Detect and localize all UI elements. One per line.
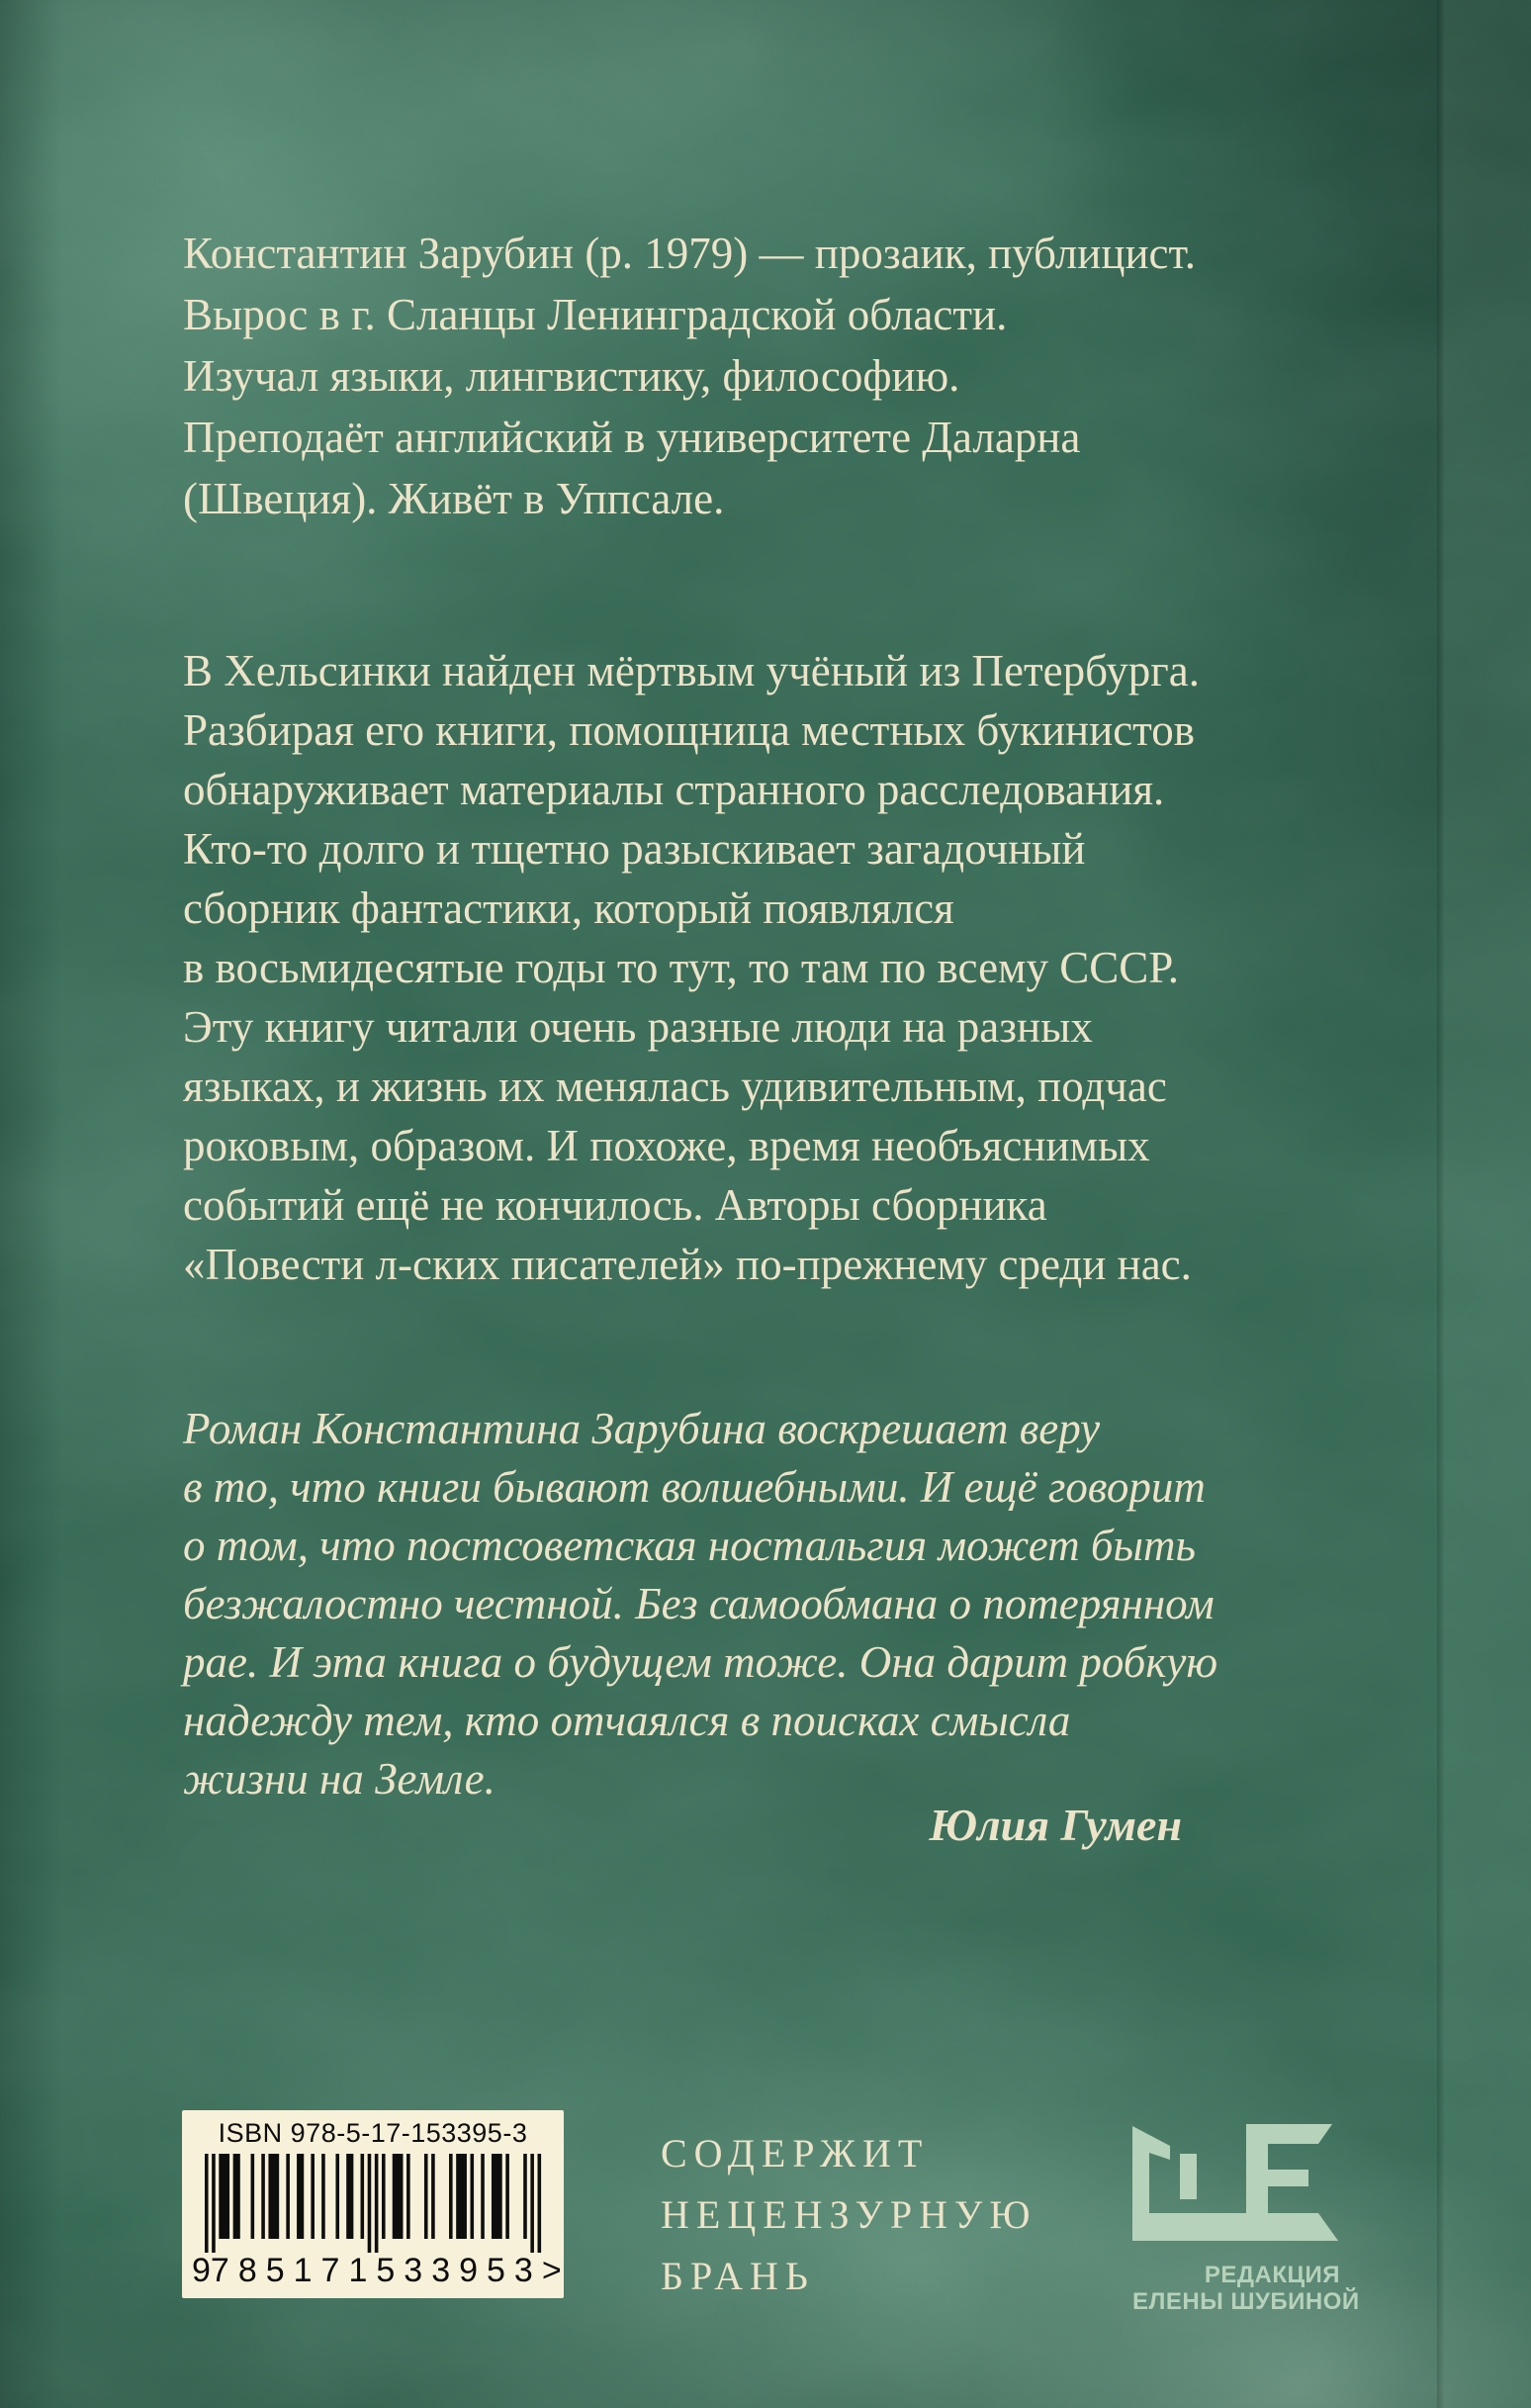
barcode-digits <box>192 2252 562 2290</box>
cover-fold-strip <box>1437 0 1531 2408</box>
quote-line: жизни на Земле. <box>183 1754 495 1804</box>
warning-line: СОДЕРЖИТ <box>661 2131 930 2176</box>
bio-line: Константин Зарубин (р. 1979) — прозаик, публицист. <box>183 229 1197 278</box>
publisher-logo <box>1132 2124 1360 2315</box>
synopsis-line: сборник фантастики, который появлялся <box>183 883 954 933</box>
barcode-digit-group: 785171 <box>210 2252 377 2289</box>
synopsis-line: «Повести л-ских писателей» по-прежнему среди нас. <box>183 1240 1192 1289</box>
quote-line: в то, что книги бывают волшебными. И ещё говорит <box>183 1462 1206 1512</box>
synopsis-line: роковым, образом. И похоже, время необъяснимых <box>183 1121 1150 1170</box>
barcode-quiet-zone-mark: > <box>541 2252 562 2289</box>
profanity-warning-label <box>661 2123 1036 2307</box>
warning-line: НЕЦЕНЗУРНУЮ <box>661 2192 1037 2237</box>
bio-line: Изучал языки, лингвистику, философию. <box>183 351 960 401</box>
synopsis-line: Разбирая его книги, помощница местных букинистов <box>183 705 1195 755</box>
author-bio-paragraph <box>183 223 1196 529</box>
publisher-name-line: ЕЛЕНЫ ШУБИНОЙ <box>1132 2288 1360 2315</box>
quote-line: Роман Константина Зарубина воскрешает веру <box>183 1404 1101 1453</box>
synopsis-line: Эту книгу читали очень разные люди на разных <box>183 1002 1093 1052</box>
shubina-monogram-icon <box>1132 2124 1340 2241</box>
synopsis-paragraph <box>183 641 1200 1294</box>
quote-line: надежду тем, кто отчаялся в поисках смысла <box>183 1696 1071 1745</box>
endorsement-quote <box>183 1400 1217 1808</box>
synopsis-line: событий ещё не кончилось. Авторы сборника <box>183 1180 1047 1230</box>
synopsis-line: обнаруживает материалы странного расследования. <box>183 765 1165 814</box>
ean13-barcode-image <box>203 2154 543 2253</box>
quote-attribution: Юлия Гумен <box>929 1800 1182 1850</box>
synopsis-line: В Хельсинки найден мёртвым учёный из Петербурга. <box>183 646 1200 695</box>
bio-line: Вырос в г. Сланцы Ленинградской области. <box>183 290 1008 339</box>
synopsis-line: языках, и жизнь их менялась удивительным, подчас <box>183 1062 1167 1111</box>
publisher-wordmark <box>1132 2262 1360 2315</box>
isbn-barcode-panel <box>182 2110 564 2298</box>
bio-line: Преподаёт английский в университете Даларна <box>183 413 1081 462</box>
synopsis-line: в восьмидесятые годы то тут, то там по всему СССР. <box>183 943 1179 992</box>
bio-line: (Швеция). Живёт в Уппсале. <box>183 474 725 523</box>
isbn-number-label: ISBN 978-5-17-153395-3 <box>218 2118 528 2148</box>
barcode-digit-group: 533953 <box>376 2252 542 2289</box>
quote-line: о том, что постсоветская ностальгия может быть <box>183 1521 1197 1570</box>
synopsis-line: Кто-то долго и тщетно разыскивает загадочный <box>183 824 1086 874</box>
publisher-name-line: РЕДАКЦИЯ <box>1204 2262 1340 2288</box>
barcode-digit-group: 9 <box>192 2252 211 2289</box>
quote-line: безжалостно честной. Без самообмана о потерянном <box>183 1579 1215 1628</box>
quote-line: рае. И эта книга о будущем тоже. Она дарит робкую <box>183 1637 1218 1687</box>
warning-line: БРАНЬ <box>661 2254 815 2298</box>
